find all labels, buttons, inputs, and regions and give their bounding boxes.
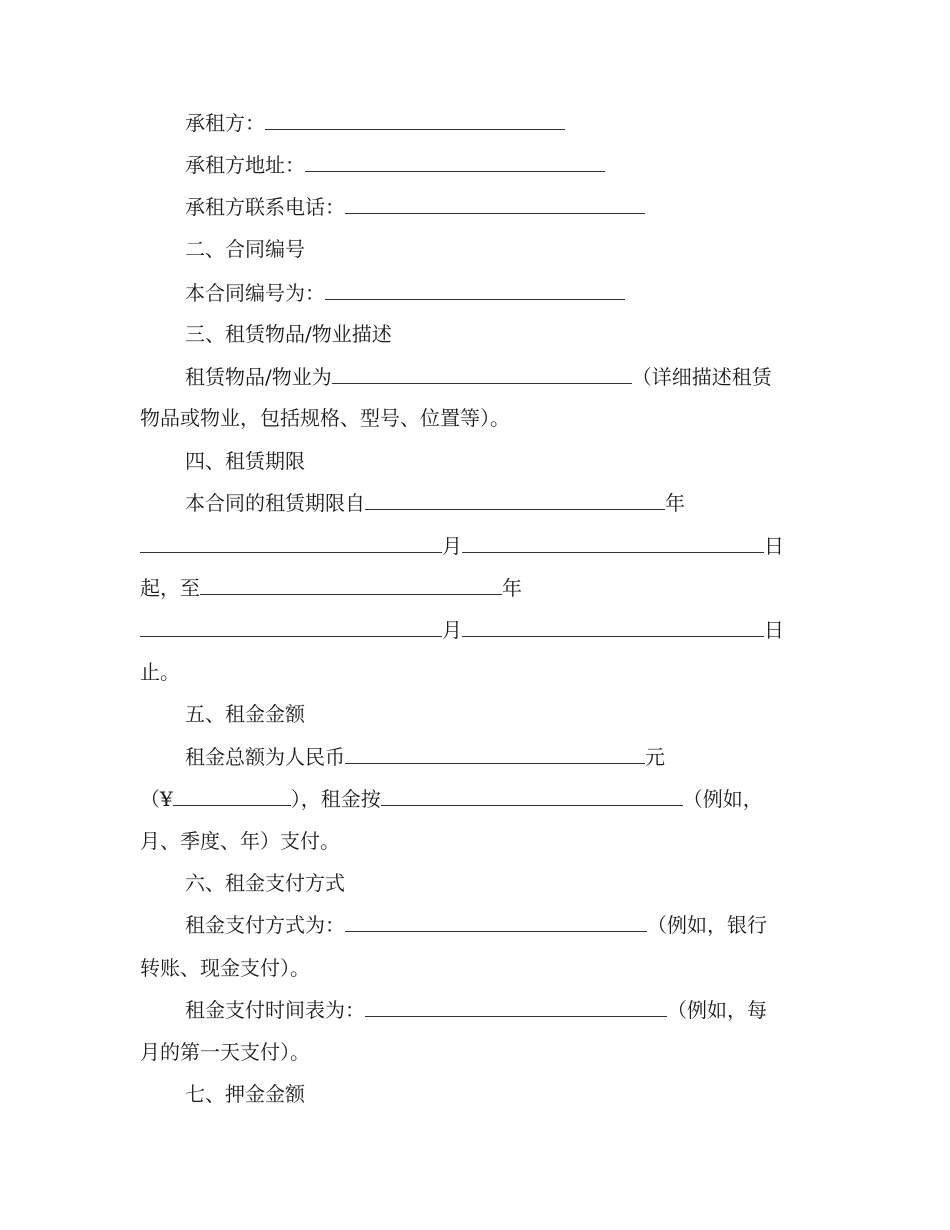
term-end-line	[140, 575, 522, 601]
item-hint: （详细描述租赁	[631, 365, 772, 389]
day-label: 日	[764, 534, 784, 558]
contract-number-blank[interactable]	[325, 281, 625, 300]
rent-total-label: 租金总额为人民币	[185, 745, 345, 769]
rent-total-line	[185, 744, 665, 770]
start-year-blank[interactable]	[365, 491, 665, 510]
start-month-blank[interactable]	[140, 534, 442, 553]
end-year-blank[interactable]	[200, 576, 502, 595]
payment-method-line	[185, 912, 767, 938]
year-label: 年	[665, 491, 685, 515]
yuan-label: 元	[645, 745, 665, 769]
payment-method-hint-continued: 转账、现金支付）。	[140, 956, 310, 980]
payment-method-label: 租金支付方式为：	[185, 913, 345, 937]
contract-number-label: 本合同编号为：	[185, 281, 325, 305]
section-heading: 七、押金金额	[185, 1082, 305, 1106]
section-heading: 二、合同编号	[185, 237, 305, 261]
lessee-phone-line	[185, 194, 645, 220]
payment-schedule-line	[185, 997, 767, 1023]
lessee-name-blank[interactable]	[265, 111, 565, 130]
section-heading: 五、租金金额	[185, 702, 305, 726]
section-heading: 四、租赁期限	[185, 449, 305, 473]
item-description-line	[185, 364, 772, 390]
rent-period-blank[interactable]	[381, 787, 683, 806]
rent-period-line	[140, 786, 763, 812]
lessee-address-blank[interactable]	[305, 153, 605, 172]
end-month-day-line	[140, 617, 784, 643]
item-hint-continued: 物品或物业，包括规格、型号、位置等）。	[140, 406, 510, 430]
item-label: 租赁物品/物业为	[185, 365, 332, 389]
rent-period-hint-continued: 月、季度、年）支付。	[140, 829, 340, 853]
rent-total-blank[interactable]	[345, 745, 645, 764]
term-end-suffix: 止。	[140, 660, 180, 684]
rmb-close: ），租金按	[290, 787, 381, 811]
payment-method-hint: （例如，银行	[647, 913, 767, 937]
month-label: 月	[442, 534, 462, 558]
payment-schedule-hint: （例如，每	[667, 998, 767, 1022]
lessee-name-line	[185, 110, 565, 136]
month-label: 月	[442, 618, 462, 642]
lessee-phone-blank[interactable]	[345, 195, 645, 214]
lessee-name-label: 承租方：	[185, 111, 265, 135]
term-start-label: 本合同的租赁期限自	[185, 491, 365, 515]
section-heading: 六、租金支付方式	[185, 871, 345, 895]
rmb-open: （¥	[140, 787, 173, 811]
section-heading: 三、租赁物品/物业描述	[185, 322, 392, 346]
start-month-day-line	[140, 533, 784, 559]
lessee-address-line	[185, 152, 605, 178]
payment-method-blank[interactable]	[345, 913, 647, 932]
day-label: 日	[764, 618, 784, 642]
term-end-label: 起，至	[140, 576, 200, 600]
lessee-address-label: 承租方地址：	[185, 153, 305, 177]
payment-schedule-blank[interactable]	[365, 998, 667, 1017]
year-label: 年	[502, 576, 522, 600]
start-day-blank[interactable]	[462, 534, 764, 553]
payment-schedule-label: 租金支付时间表为：	[185, 998, 365, 1022]
term-start-line	[185, 490, 685, 516]
end-day-blank[interactable]	[462, 618, 764, 637]
item-blank[interactable]	[332, 365, 632, 384]
payment-schedule-hint-continued: 月的第一天支付）。	[140, 1040, 310, 1064]
lessee-phone-label: 承租方联系电话：	[185, 195, 345, 219]
end-month-blank[interactable]	[140, 618, 442, 637]
rent-period-hint: （例如，	[682, 787, 763, 811]
rmb-amount-blank[interactable]	[173, 787, 291, 806]
contract-number-line	[185, 280, 625, 306]
